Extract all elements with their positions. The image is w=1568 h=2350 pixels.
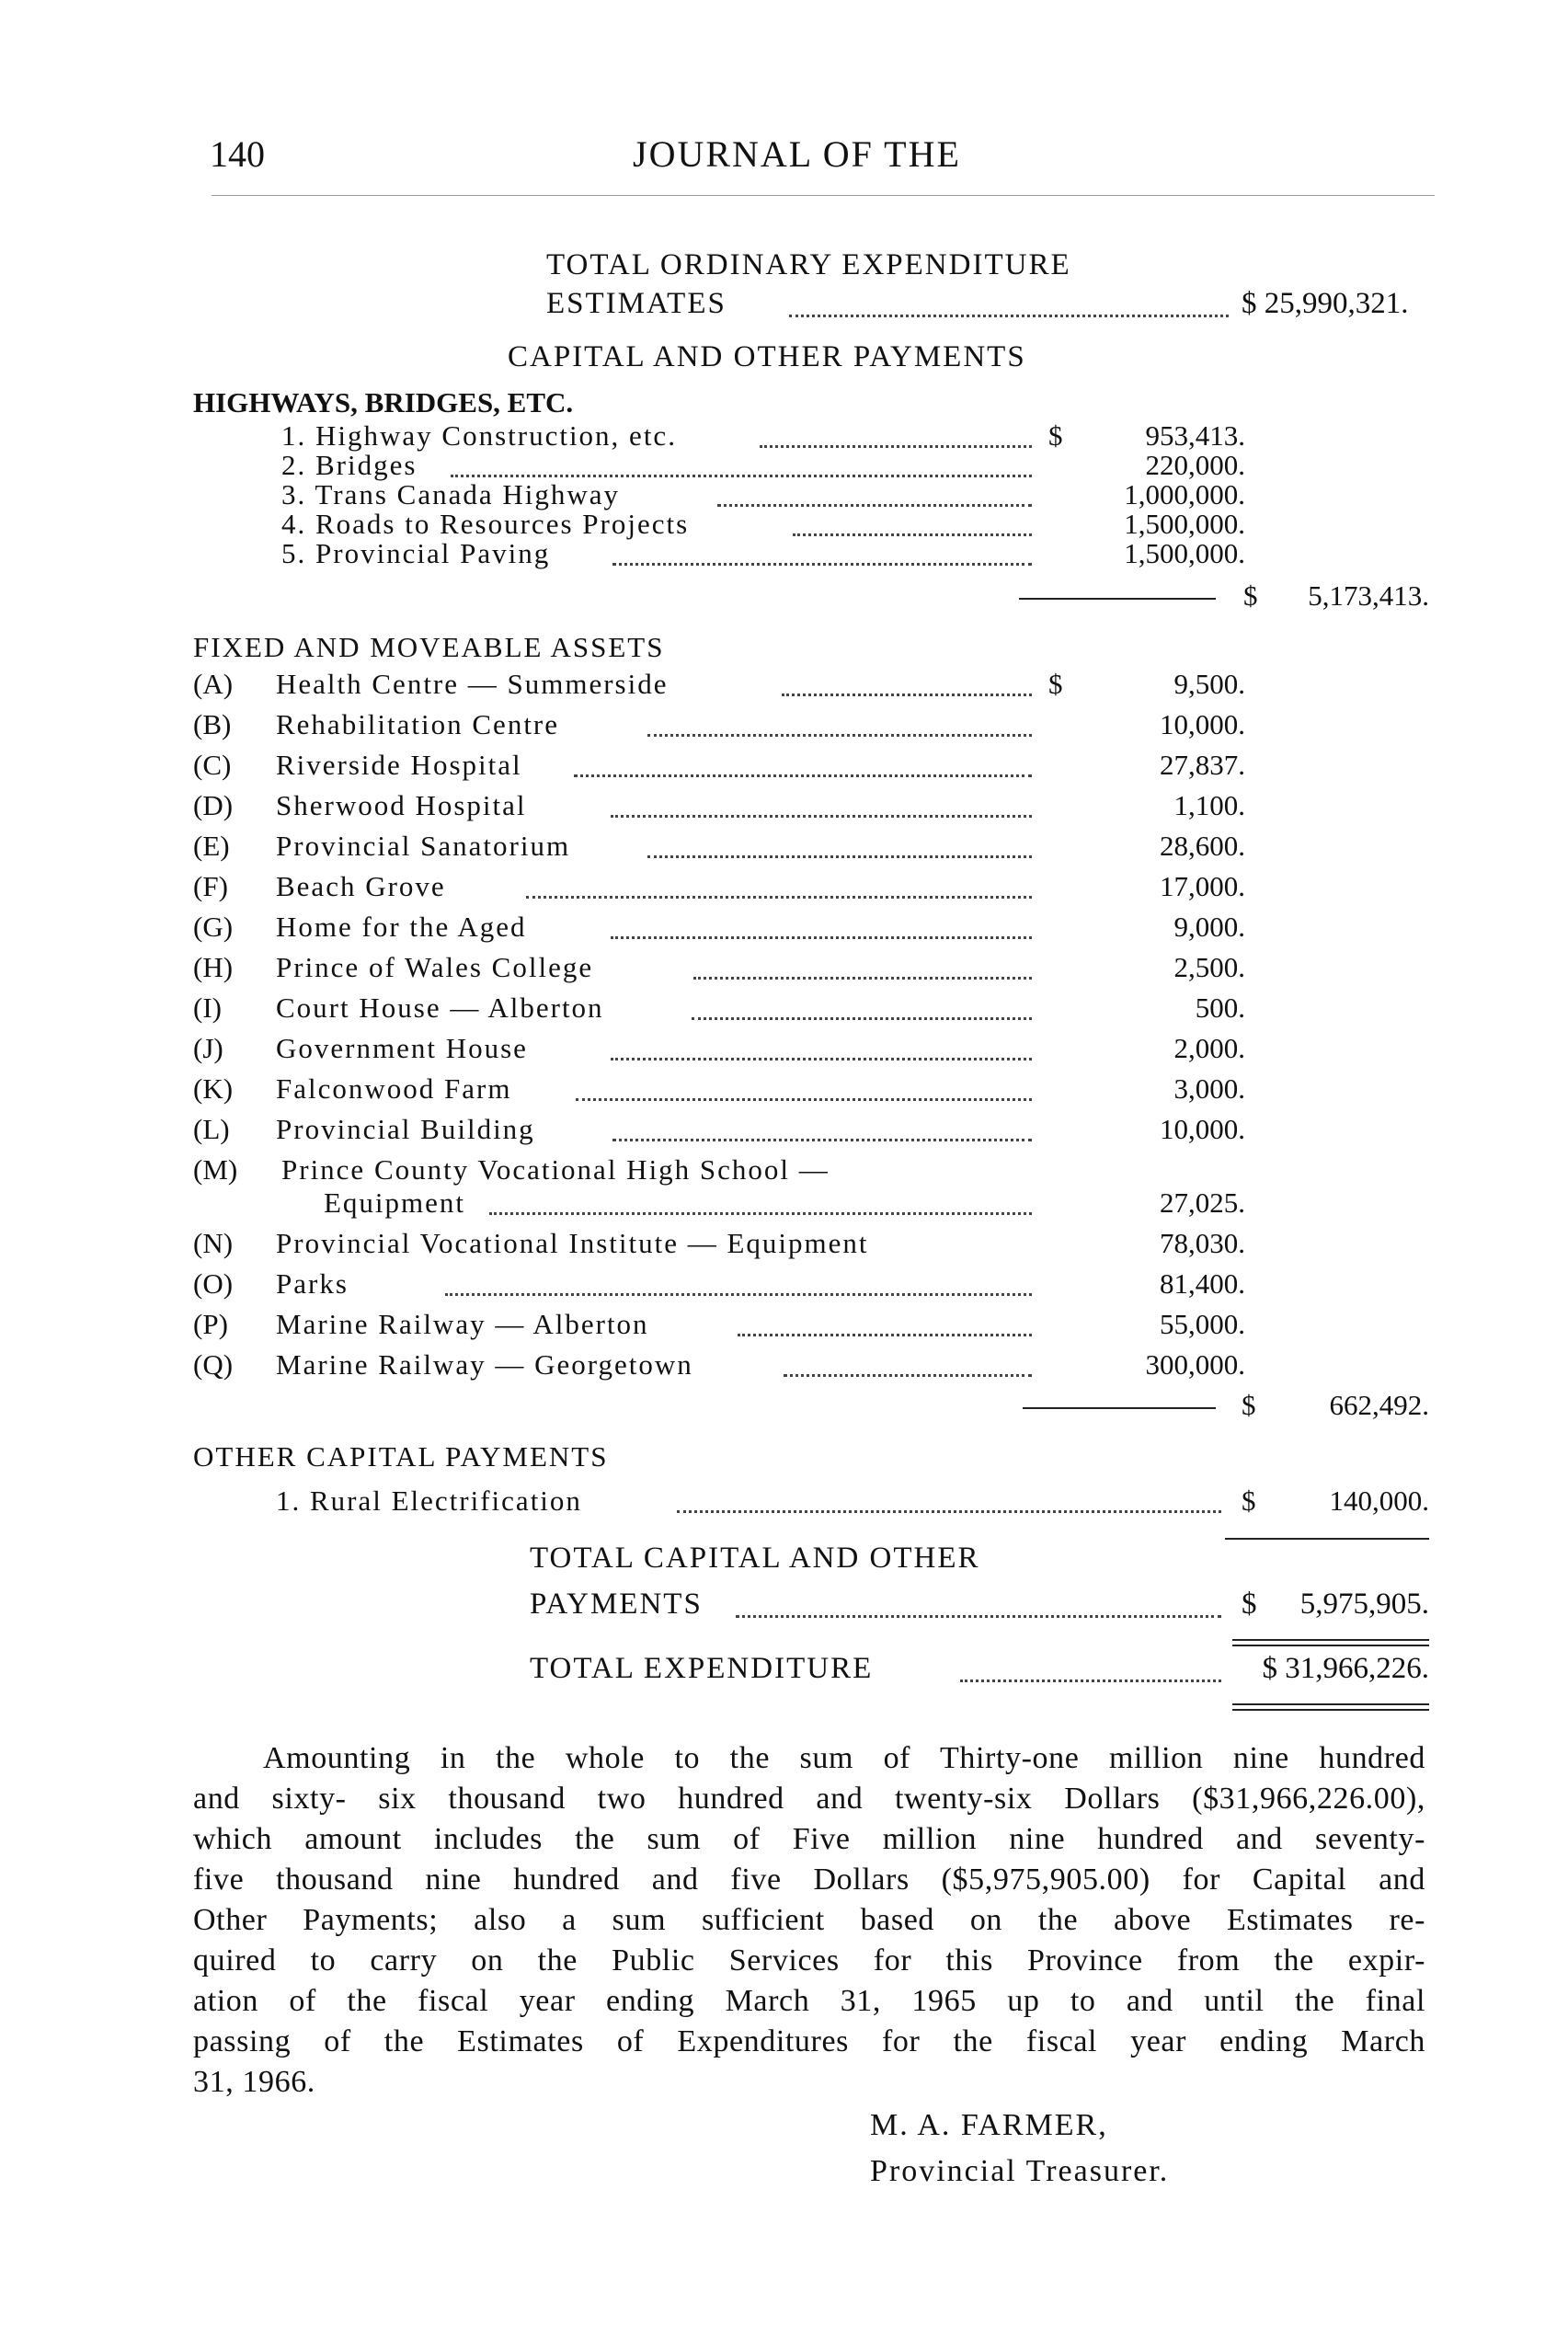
other-heading: OTHER CAPITAL PAYMENTS bbox=[193, 1440, 609, 1473]
asset-item-key: (O) bbox=[193, 1267, 234, 1300]
ordinary-amount: $ 25,990,321. bbox=[1242, 287, 1409, 320]
asset-item-amount: 10,000. bbox=[1160, 708, 1245, 740]
asset-item-amount: 9,000. bbox=[1173, 911, 1245, 943]
header-rule bbox=[212, 195, 1435, 196]
asset-item-label: Court House — Alberton bbox=[276, 992, 604, 1024]
asset-item-amount: 3,000. bbox=[1173, 1072, 1245, 1105]
leader-dots bbox=[793, 533, 1032, 536]
paragraph-line: quired to carry on the Public Services for this Province from the expir- bbox=[193, 1943, 1425, 1977]
leader-dots bbox=[647, 855, 1032, 858]
total-rule bbox=[1225, 1538, 1429, 1540]
asset-item-amount: 81,400. bbox=[1160, 1267, 1245, 1300]
asset-item-label-continued: Equipment bbox=[324, 1186, 466, 1219]
assets-heading: FIXED AND MOVEABLE ASSETS bbox=[193, 631, 665, 663]
double-rule bbox=[1232, 1703, 1429, 1711]
asset-item-label: Provincial Building bbox=[276, 1113, 535, 1145]
paragraph-line: passing of the Estimates of Expenditures for the fiscal year ending March bbox=[193, 2024, 1425, 2058]
asset-item-label: Provincial Sanatorium bbox=[276, 830, 571, 862]
asset-item-label: Marine Railway — Alberton bbox=[276, 1308, 649, 1340]
asset-item-key: (D) bbox=[193, 789, 234, 821]
total-expenditure-amount: $ 31,966,226. bbox=[1262, 1652, 1429, 1685]
leader-dots bbox=[760, 445, 1032, 448]
paragraph-line: 31, 1966. bbox=[193, 2065, 315, 2099]
asset-item-dollar: $ bbox=[1048, 668, 1063, 700]
asset-item-key: (C) bbox=[193, 749, 232, 781]
leader-dots bbox=[451, 475, 1032, 477]
other-item-label: 1. Rural Electrification bbox=[276, 1485, 582, 1517]
asset-item-amount: 500. bbox=[1195, 992, 1245, 1024]
asset-item-label: Sherwood Hospital bbox=[276, 789, 527, 821]
highway-item-amount: 1,000,000. bbox=[1124, 478, 1245, 510]
asset-item-label: Marine Railway — Georgetown bbox=[276, 1348, 693, 1381]
leader-dots bbox=[717, 504, 1032, 507]
asset-item-amount: 78,030. bbox=[1160, 1227, 1245, 1259]
leader-dots bbox=[611, 1058, 1032, 1060]
leader-dots bbox=[612, 563, 1032, 566]
leader-dots bbox=[611, 936, 1032, 939]
asset-item-key: (E) bbox=[193, 830, 230, 862]
leader-dots bbox=[960, 1679, 1221, 1682]
other-item-dollar: $ bbox=[1242, 1485, 1256, 1517]
double-rule bbox=[1232, 1639, 1429, 1646]
asset-item-key: (N) bbox=[193, 1227, 234, 1259]
asset-item-key: (J) bbox=[193, 1032, 223, 1064]
leader-dots bbox=[612, 1139, 1032, 1141]
total-expenditure-label: TOTAL EXPENDITURE bbox=[530, 1652, 874, 1685]
asset-item-label: Prince County Vocational High School — bbox=[281, 1153, 830, 1186]
leader-dots bbox=[489, 1212, 1032, 1215]
signatory-title: Provincial Treasurer. bbox=[870, 2154, 1170, 2188]
asset-item-amount: 28,600. bbox=[1160, 830, 1245, 862]
leader-dots bbox=[784, 1374, 1032, 1377]
asset-item-label: Rehabilitation Centre bbox=[276, 708, 560, 740]
asset-item-key: (F) bbox=[193, 870, 228, 902]
assets-total: 662,492. bbox=[1329, 1389, 1429, 1421]
paragraph-line: and sixty- six thousand two hundred and twenty-six Dollars ($31,966,226.00), bbox=[193, 1782, 1425, 1816]
highways-total-dollar: $ bbox=[1243, 579, 1258, 612]
leader-dots bbox=[574, 774, 1032, 777]
asset-item-amount: 55,000. bbox=[1160, 1308, 1245, 1340]
highway-item-label: 2. Bridges bbox=[281, 449, 418, 481]
asset-item-label: Beach Grove bbox=[276, 870, 446, 902]
leader-dots bbox=[736, 1615, 1221, 1618]
asset-item-amount: 2,500. bbox=[1173, 951, 1245, 983]
highway-item-label: 3. Trans Canada Highway bbox=[281, 478, 621, 510]
asset-item-key: (P) bbox=[193, 1308, 228, 1340]
highway-item-amount: 953,413. bbox=[1145, 419, 1245, 452]
closing-paragraph bbox=[193, 1738, 1425, 2103]
asset-item-label: Parks bbox=[276, 1267, 349, 1300]
asset-item-amount: 27,837. bbox=[1160, 749, 1245, 781]
leader-dots bbox=[693, 977, 1032, 980]
asset-item-amount: 9,500. bbox=[1173, 668, 1245, 700]
subtotal-rule bbox=[1019, 598, 1216, 600]
asset-item-key: (M) bbox=[193, 1153, 238, 1186]
signatory-name: M. A. FARMER, bbox=[870, 2108, 1108, 2142]
paragraph-line: ation of the fiscal year ending March 31, 1965 up to and until the final bbox=[193, 1984, 1425, 2018]
paragraph-line: five thousand nine hundred and five Dollars ($5,975,905.00) for Capital and bbox=[193, 1863, 1425, 1897]
total-capital-dollar: $ bbox=[1242, 1588, 1257, 1621]
leader-dots bbox=[789, 315, 1229, 317]
asset-item-amount: 27,025. bbox=[1160, 1186, 1245, 1219]
asset-item-label: Riverside Hospital bbox=[276, 749, 522, 781]
leader-dots bbox=[576, 1098, 1032, 1101]
asset-item-key: (K) bbox=[193, 1072, 234, 1105]
ordinary-title-line1: TOTAL ORDINARY EXPENDITURE bbox=[546, 248, 1071, 281]
highways-heading: HIGHWAYS, BRIDGES, ETC. bbox=[193, 386, 574, 418]
asset-item-label: Provincial Vocational Institute — Equipment bbox=[276, 1227, 869, 1259]
total-capital-line2: PAYMENTS bbox=[530, 1588, 703, 1621]
asset-item-amount: 1,100. bbox=[1173, 789, 1245, 821]
asset-item-amount: 10,000. bbox=[1160, 1113, 1245, 1145]
leader-dots bbox=[526, 896, 1032, 899]
asset-item-label: Prince of Wales College bbox=[276, 951, 594, 983]
asset-item-key: (H) bbox=[193, 951, 234, 983]
asset-item-amount: 2,000. bbox=[1173, 1032, 1245, 1064]
highway-item-label: 1. Highway Construction, etc. bbox=[281, 419, 677, 452]
leader-dots bbox=[611, 815, 1032, 818]
assets-total-dollar: $ bbox=[1242, 1389, 1256, 1421]
highway-item-amount: 1,500,000. bbox=[1124, 537, 1245, 569]
total-capital-line1: TOTAL CAPITAL AND OTHER bbox=[530, 1542, 980, 1575]
page-number: 140 bbox=[210, 133, 265, 175]
asset-item-label: Home for the Aged bbox=[276, 911, 527, 943]
highway-item-label: 5. Provincial Paving bbox=[281, 537, 551, 569]
asset-item-key: (A) bbox=[193, 668, 234, 700]
running-title: JOURNAL OF THE bbox=[633, 133, 961, 175]
leader-dots bbox=[647, 734, 1032, 737]
asset-item-key: (Q) bbox=[193, 1348, 234, 1381]
asset-item-label: Falconwood Farm bbox=[276, 1072, 512, 1105]
asset-item-key: (B) bbox=[193, 708, 232, 740]
paragraph-line: Other Payments; also a sum sufficient based on the above Estimates re- bbox=[193, 1903, 1425, 1937]
highway-item-dollar: $ bbox=[1048, 419, 1063, 452]
highways-total: 5,173,413. bbox=[1308, 579, 1429, 612]
asset-item-key: (I) bbox=[193, 992, 222, 1024]
asset-item-key: (L) bbox=[193, 1113, 230, 1145]
asset-item-key: (G) bbox=[193, 911, 234, 943]
highway-item-amount: 1,500,000. bbox=[1124, 508, 1245, 540]
paragraph-line: Amounting in the whole to the sum of Thirty-one million nine hundred bbox=[263, 1741, 1425, 1775]
total-capital-amount: 5,975,905. bbox=[1299, 1588, 1429, 1621]
leader-dots bbox=[677, 1510, 1221, 1513]
leader-dots bbox=[445, 1293, 1032, 1296]
asset-item-amount: 300,000. bbox=[1145, 1348, 1245, 1381]
highway-item-amount: 220,000. bbox=[1145, 449, 1245, 481]
paragraph-line: which amount includes the sum of Five million nine hundred and seventy- bbox=[193, 1822, 1425, 1856]
ordinary-title-line2: ESTIMATES bbox=[546, 287, 727, 320]
asset-item-label: Government House bbox=[276, 1032, 528, 1064]
leader-dots bbox=[692, 1017, 1032, 1020]
asset-item-amount: 17,000. bbox=[1160, 870, 1245, 902]
other-item-amount: 140,000. bbox=[1329, 1485, 1429, 1517]
leader-dots bbox=[738, 1334, 1032, 1336]
leader-dots bbox=[782, 694, 1032, 696]
capital-heading: CAPITAL AND OTHER PAYMENTS bbox=[508, 340, 1026, 373]
highway-item-label: 4. Roads to Resources Projects bbox=[281, 508, 690, 540]
subtotal-rule bbox=[1023, 1407, 1216, 1409]
asset-item-label: Health Centre — Summerside bbox=[276, 668, 669, 700]
